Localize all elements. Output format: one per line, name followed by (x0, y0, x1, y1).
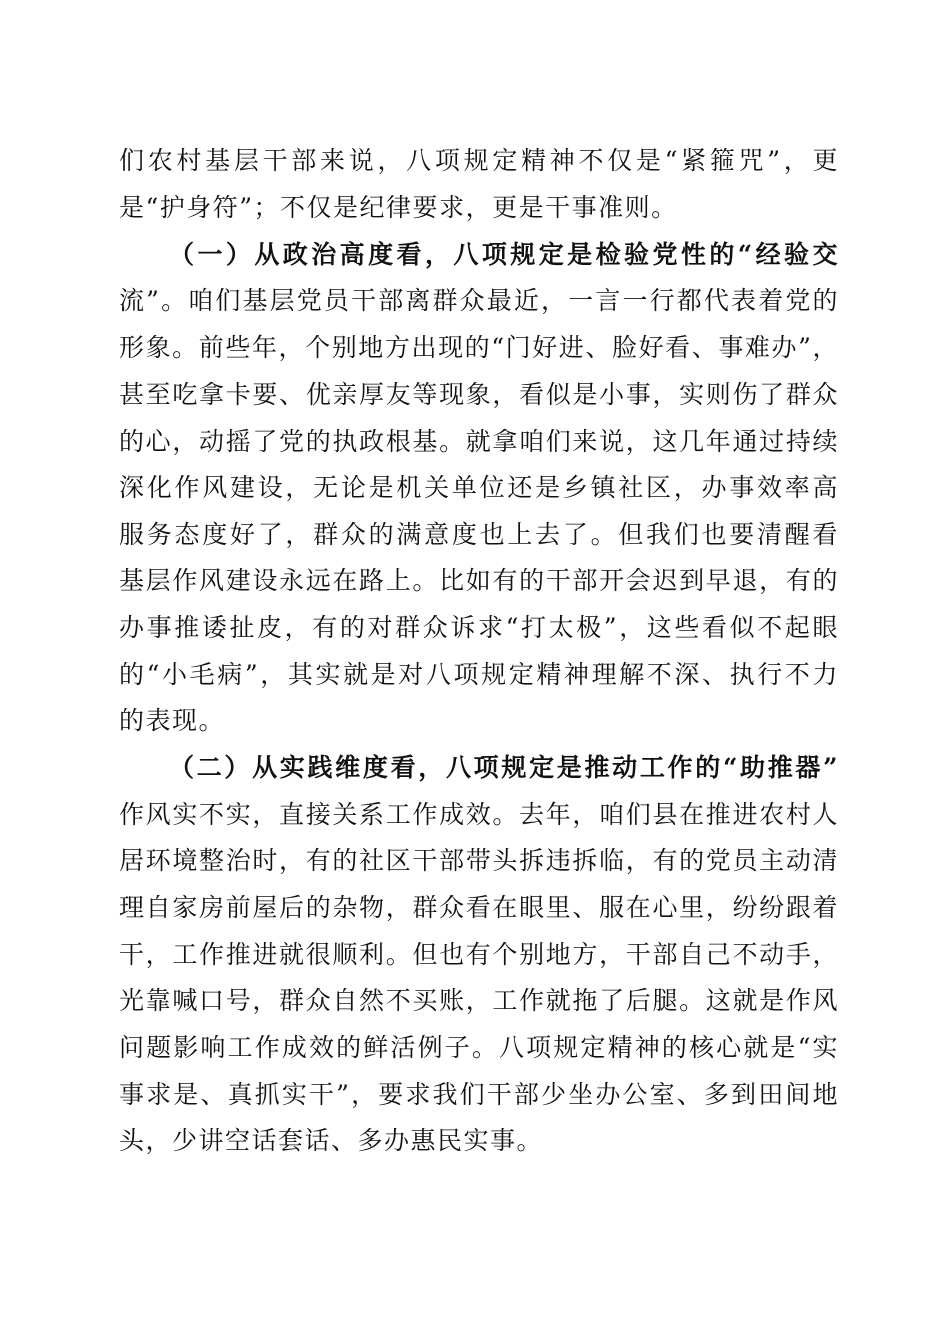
text-line: 的“小毛病”，其实就是对八项规定精神理解不深、执行不力 (119, 660, 839, 689)
text-line: 甚至吃拿卡要、优亲厚友等现象，看似是小事，实则伤了群众 (119, 380, 839, 409)
text-line: 居环境整治时，有的社区干部带头拆违拆临，有的党员主动清 (119, 846, 839, 875)
text-line: 们农村基层干部来说，八项规定精神不仅是“紧箍咒”，更 (119, 146, 839, 175)
text-line: 作风实不实，直接关系工作成效。去年，咱们县在推进农村人 (119, 800, 839, 829)
text-line: 头，少讲空话套话、多办惠民实事。 (119, 1126, 544, 1155)
text-line: 深化作风建设，无论是机关单位还是乡镇社区，办事效率高 (119, 473, 839, 502)
text-line: 问题影响工作成效的鲜活例子。八项规定精神的核心就是“实 (119, 1033, 839, 1062)
text-line: 干，工作推进就很顺利。但也有个别地方，干部自己不动手， (119, 940, 839, 969)
section-heading-2: （二）从实践维度看，八项规定是推动工作的“助推器” (169, 753, 839, 782)
text-line: 是“护身符”；不仅是纪律要求，更是干事准则。 (119, 193, 678, 222)
text-line: 办事推诿扯皮，有的对群众诉求“打太极”，这些看似不起眼 (119, 613, 839, 642)
text-line: 形象。前些年，个别地方出现的“门好进、脸好看、事难办”， (119, 333, 839, 362)
text-line: 的心，动摇了党的执政根基。就拿咱们来说，这几年通过持续 (119, 427, 839, 456)
text-line: 理自家房前屋后的杂物，群众看在眼里、服在心里，纷纷跟着 (119, 893, 839, 922)
text-line: 基层作风建设永远在路上。比如有的干部开会迟到早退，有的 (119, 566, 839, 595)
text-line: 事求是、真抓实干”，要求我们干部少坐办公室、多到田间地 (119, 1080, 839, 1109)
text-line: 光靠喊口号，群众自然不买账，工作就拖了后腿。这就是作风 (119, 986, 839, 1015)
text-line: 的表现。 (119, 706, 226, 735)
section-heading-1: （一）从政治高度看，八项规定是检验党性的“经验交 (169, 240, 839, 269)
text-line: 服务态度好了，群众的满意度也上去了。但我们也要清醒看 (119, 520, 839, 549)
text-line: 流”。咱们基层党员干部离群众最近，一言一行都代表着党的 (119, 286, 839, 315)
